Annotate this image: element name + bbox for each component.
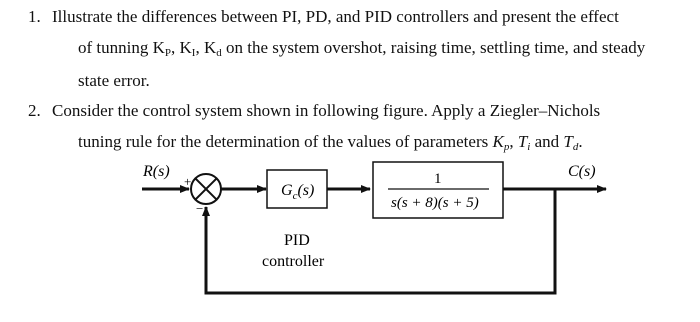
question-1-number: 1.	[28, 7, 41, 26]
question-1-line-3: state error.	[78, 71, 150, 90]
minus-sign: −	[196, 201, 204, 216]
controller-caption-1: PID	[284, 232, 310, 249]
input-label: R(s)	[143, 163, 170, 180]
plus-sign: +	[184, 174, 192, 189]
question-2-line-2: tuning rule for the determination of the values of parameters $K_p$, $T_i$ and $T_d$.	[78, 132, 583, 153]
question-1-line-1: Illustrate the differences between PI, PD, and PID controllers and present the effect	[52, 7, 619, 26]
question-2-number: 2.	[28, 101, 41, 120]
controller-label: $G_c(s)$	[281, 182, 315, 202]
question-2-line-1: Consider the control system shown in following figure. Apply a Ziegler–Nichols	[52, 101, 601, 120]
summing-junction	[191, 174, 221, 204]
question-1-line-2: of tunning $K_P$, $K_I$, $K_d$ on the system overshot, raising time, settling time, and steady	[78, 38, 646, 59]
plant-denominator: s(s + 8)(s + 5)	[391, 195, 479, 211]
controller-caption-2: controller	[262, 253, 325, 270]
plant-numerator: 1	[434, 171, 442, 187]
output-label: C(s)	[568, 163, 596, 180]
